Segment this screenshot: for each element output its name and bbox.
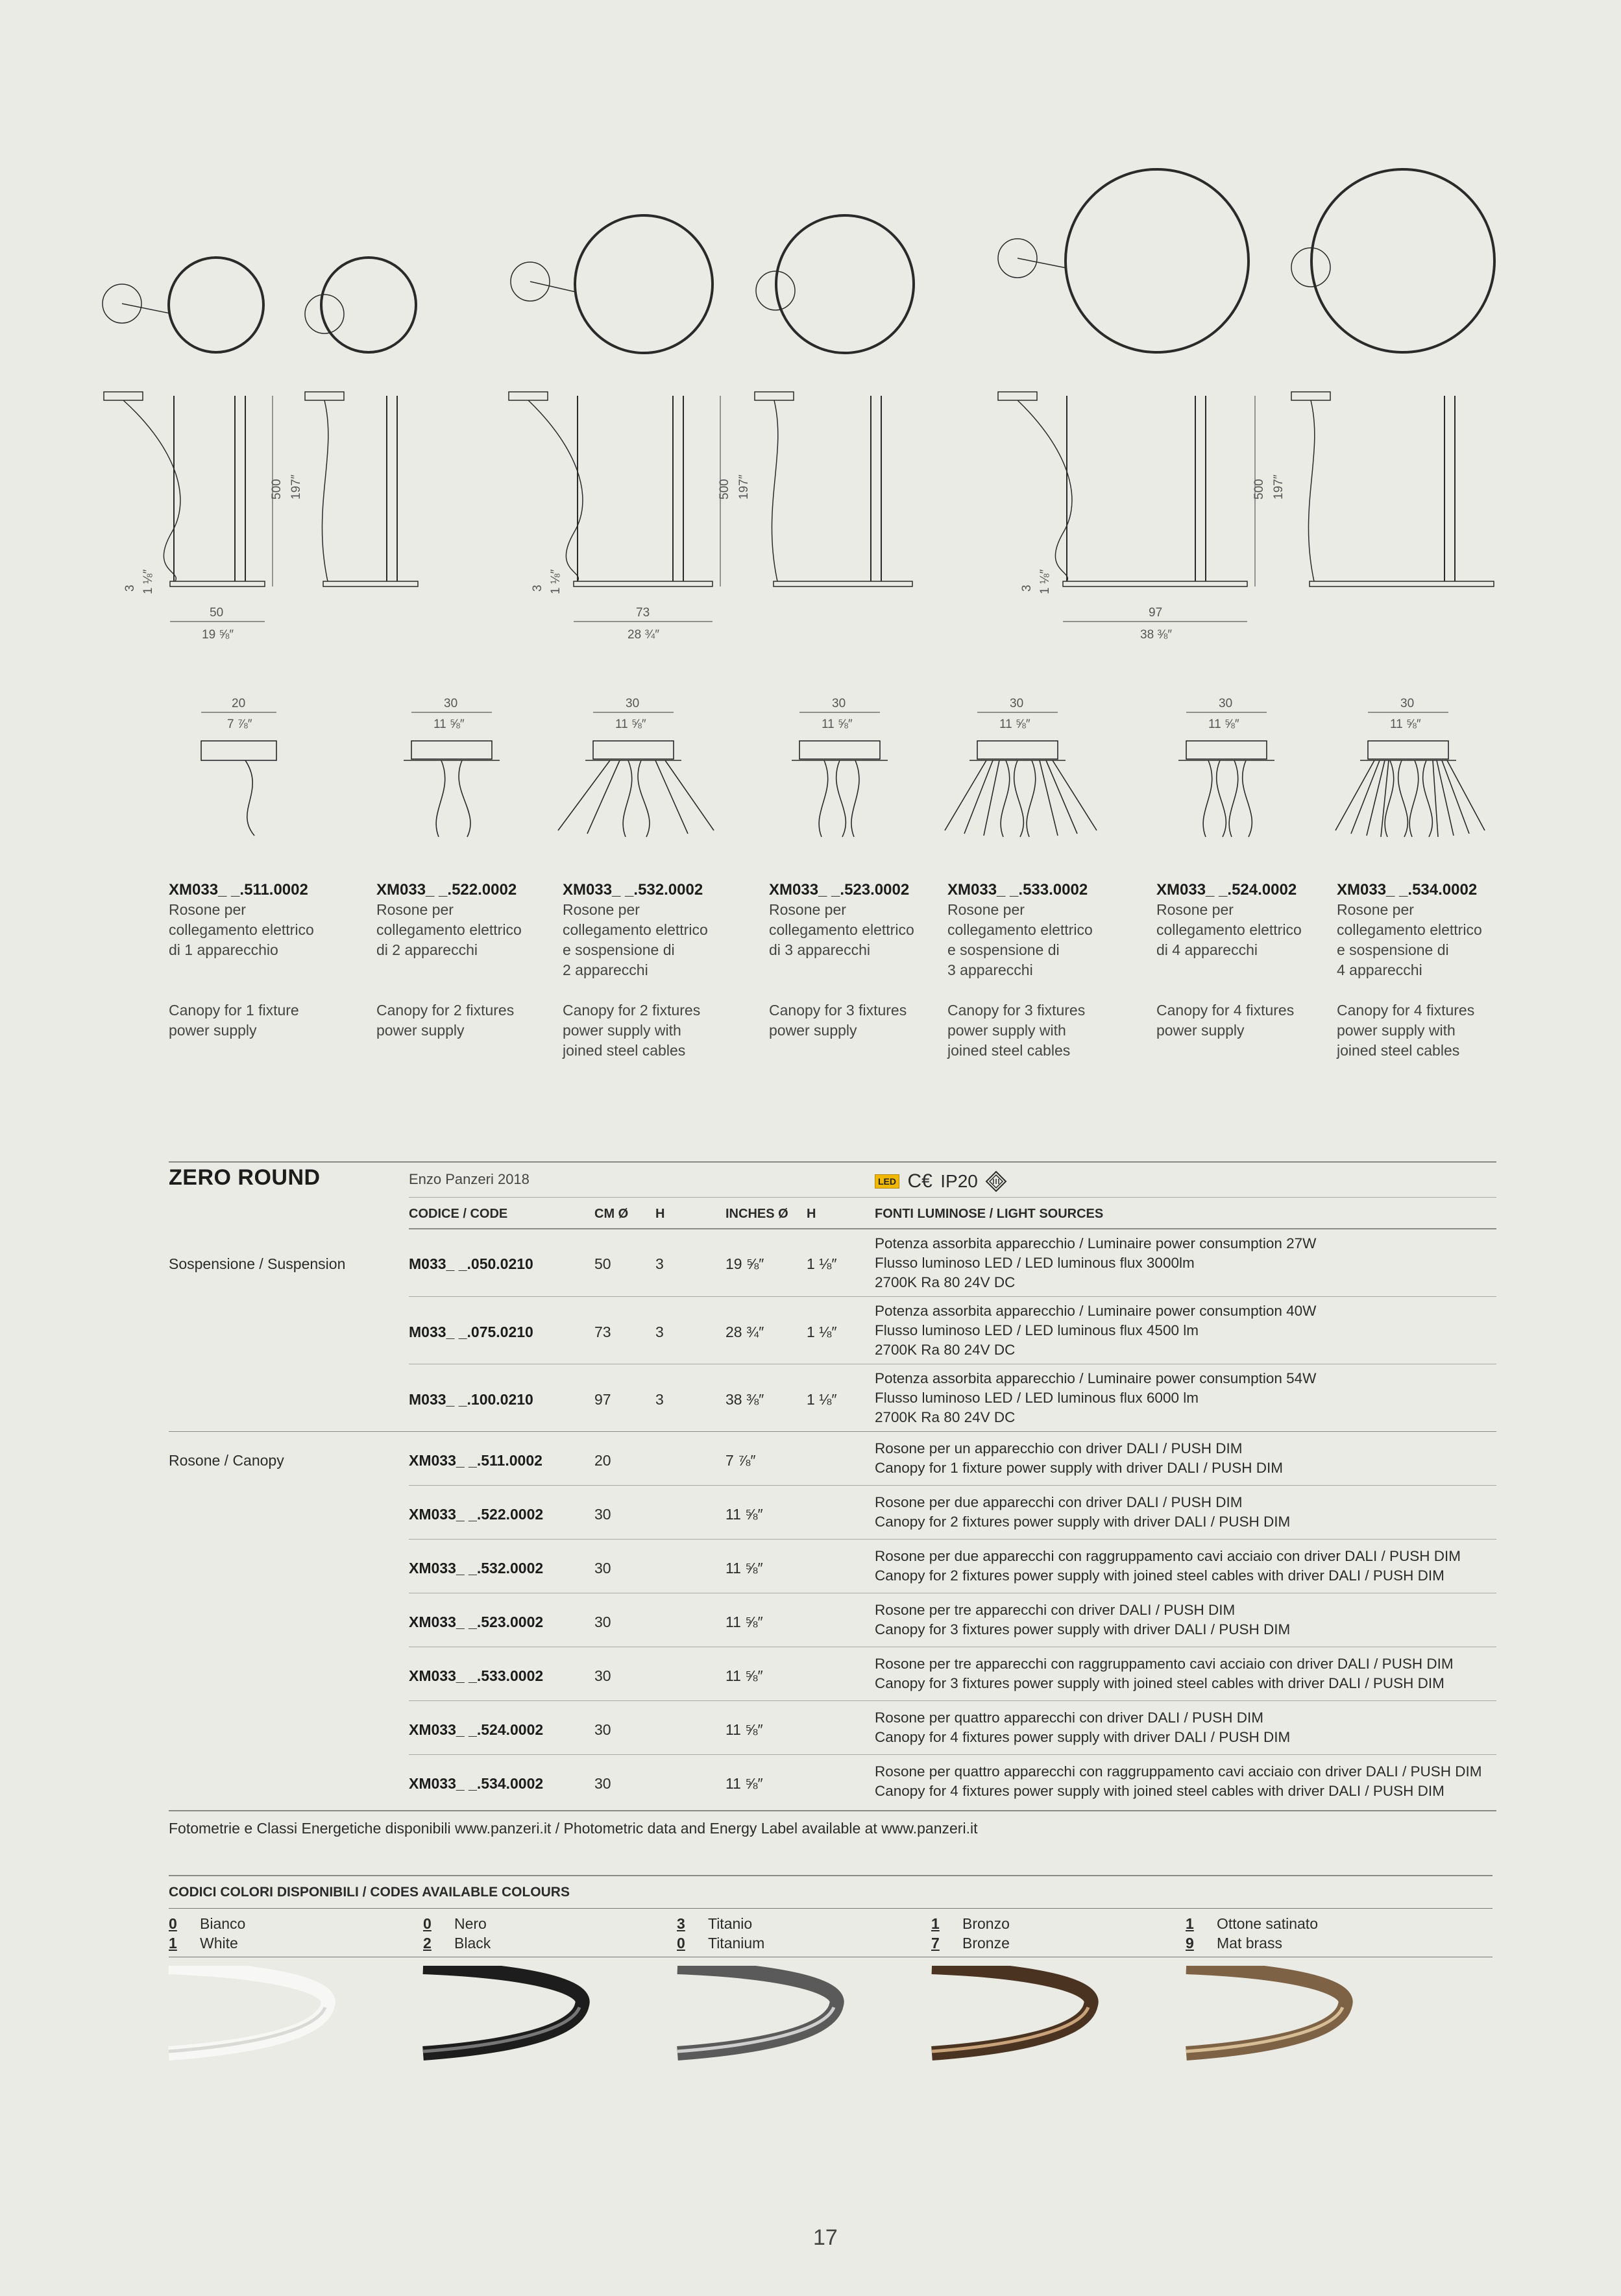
dim-diam-cm: 50	[210, 606, 224, 620]
canopy-code: XM033_ _.534.0002	[1337, 881, 1478, 899]
row-code: XM033_ _.532.0002	[409, 1560, 544, 1577]
canopy-dim-cm: 30	[444, 697, 458, 710]
side-view-group-3	[998, 392, 1494, 586]
colours-top-rule	[169, 1875, 1493, 1876]
desc-line: 2700K Ra 80 24V DC	[875, 1274, 1016, 1290]
dim-height-cm: 500	[1252, 479, 1266, 500]
canopy-code: XM033_ _.524.0002	[1156, 881, 1297, 899]
row-cm: 73	[594, 1323, 611, 1340]
row-cm: 50	[594, 1255, 611, 1272]
colour-ring-4	[1186, 1967, 1346, 2053]
desc-line: Potenza assorbita apparecchio / Luminaire power consumption 40W	[875, 1303, 1317, 1319]
table-bottom-rule	[169, 1810, 1496, 1811]
caption-it-line: di 2 apparecchi	[376, 941, 478, 958]
row-inches: 38 ⅜″	[725, 1391, 764, 1408]
desc-line: Rosone per tre apparecchi con raggruppamento cavi acciaio con driver DALI / PUSH DIM	[875, 1656, 1454, 1672]
colour-ring-0	[169, 1967, 328, 2053]
desc-line: Rosone per quattro apparecchi con raggruppamento cavi acciaio con driver DALI / PUSH DIM	[875, 1763, 1482, 1780]
dim-thick-in: 1 ⅛″	[141, 569, 155, 594]
dim-diam-in: 38 ⅜″	[1140, 628, 1172, 642]
row-inches: 11 ⅝″	[725, 1721, 763, 1738]
caption-it-line: 4 apparecchi	[1337, 961, 1422, 978]
caption-en-line: power supply with	[1337, 1022, 1456, 1039]
technical-drawings	[0, 0, 1621, 863]
row-cm: 97	[594, 1391, 611, 1408]
canopy-dim-cm: 30	[1400, 697, 1415, 710]
row-cm: 30	[594, 1613, 611, 1630]
caption-it-line: di 1 apparecchio	[169, 941, 278, 958]
dim-diam-cm: 97	[1149, 606, 1163, 620]
colour-code: 0 1	[169, 1915, 177, 1952]
header-top-rule	[409, 1197, 1496, 1198]
caption-en-line: Canopy for 2 fixtures	[376, 1002, 515, 1019]
row-cm: 30	[594, 1667, 611, 1684]
designer-credit: Enzo Panzeri 2018	[409, 1171, 530, 1187]
colour-name-en: Black	[454, 1935, 491, 1952]
caption-it-line: collegamento elettrico	[769, 921, 914, 938]
section-label-suspension: Sospensione / Suspension	[169, 1255, 346, 1272]
desc-line: Potenza assorbita apparecchio / Luminaire power consumption 27W	[875, 1235, 1317, 1251]
canopy-dim-in: 11 ⅝″	[999, 718, 1030, 731]
caption-it-line: e sospensione di	[563, 941, 675, 958]
colour-name-en: White	[200, 1935, 238, 1952]
col-header-h: H	[655, 1207, 665, 1221]
led-icon: LED	[875, 1174, 899, 1189]
caption-en-line: Canopy for 3 fixtures	[947, 1002, 1086, 1019]
colour-code: 1 9	[1186, 1915, 1194, 1952]
col-header-h-inches: H	[807, 1207, 816, 1221]
caption-it-line: Rosone per	[1156, 901, 1234, 918]
row-h: 3	[655, 1323, 664, 1340]
colour-name-en: Bronze	[962, 1935, 1010, 1952]
colours-header-rule	[169, 1908, 1493, 1909]
desc-line: Flusso luminoso LED / LED luminous flux 6000 lm	[875, 1390, 1199, 1406]
row-description	[875, 1439, 1498, 1478]
row-description	[875, 1234, 1498, 1292]
caption-en-line: Canopy for 3 fixtures	[769, 1002, 907, 1019]
ring-top-view-73-b	[756, 215, 914, 353]
row-h: 3	[655, 1255, 664, 1272]
side-view-group-1	[104, 392, 418, 586]
caption-it-line: Rosone per	[376, 901, 454, 918]
caption-en-line: Canopy for 4 fixtures	[1337, 1002, 1475, 1019]
caption-it-line: Rosone per	[947, 901, 1025, 918]
row-description	[875, 1762, 1498, 1801]
colour-name-it: Nero	[454, 1915, 487, 1932]
dim-thick-cm: 3	[531, 585, 544, 592]
row-description	[875, 1493, 1498, 1532]
row-rule	[409, 1754, 1496, 1755]
row-inches: 7 ⅞″	[725, 1452, 756, 1469]
caption-it-line: collegamento elettrico	[563, 921, 708, 938]
photometric-footnote: Fotometrie e Classi Energetiche disponibili www.panzeri.it / Photometric data and Energy Label available at www.panzeri.it	[169, 1820, 978, 1837]
desc-line: Canopy for 3 fixtures power supply with joined steel cables with driver DALI / PUSH DIM	[875, 1675, 1444, 1691]
desc-line: Canopy for 4 fixtures power supply with driver DALI / PUSH DIM	[875, 1729, 1291, 1745]
ce-mark-icon: C€	[907, 1170, 932, 1192]
row-code: XM033_ _.522.0002	[409, 1506, 544, 1523]
dim-diam-in: 19 ⅝″	[202, 628, 234, 642]
desc-line: Canopy for 4 fixtures power supply with joined steel cables with driver DALI / PUSH DIM	[875, 1783, 1444, 1799]
caption-it-line: collegamento elettrico	[947, 921, 1093, 938]
caption-en-line: power supply	[169, 1022, 257, 1039]
desc-line: Rosone per due apparecchi con raggruppamento cavi acciaio con driver DALI / PUSH DIM	[875, 1548, 1461, 1564]
colours-title: CODICI COLORI DISPONIBILI / CODES AVAILABLE COLOURS	[169, 1885, 570, 1900]
canopy-caption-523	[769, 880, 944, 1041]
row-description	[875, 1301, 1498, 1360]
dim-height-in: 197″	[1272, 474, 1286, 500]
row-inches: 11 ⅝″	[725, 1775, 763, 1792]
row-inches: 11 ⅝″	[725, 1560, 763, 1577]
row-rule	[409, 1485, 1496, 1486]
row-code: M033_ _.100.0210	[409, 1391, 533, 1408]
colour-name-it: Ottone satinato	[1217, 1915, 1318, 1932]
col-header-cm: CM Ø	[594, 1207, 629, 1221]
desc-line: Canopy for 1 fixture power supply with driver DALI / PUSH DIM	[875, 1460, 1283, 1476]
caption-en-line: power supply	[376, 1022, 465, 1039]
row-rule	[409, 1296, 1496, 1297]
row-h: 3	[655, 1391, 664, 1408]
colour-name-en: Titanium	[708, 1935, 765, 1952]
canopy-dim-cm: 30	[626, 697, 640, 710]
canopy-dim-in: 11 ⅝″	[433, 718, 465, 731]
canopy-dim-in: 11 ⅝″	[615, 718, 646, 731]
canopy-code: XM033_ _.511.0002	[169, 881, 308, 899]
caption-it-line: Rosone per	[1337, 901, 1414, 918]
caption-en-line: joined steel cables	[947, 1042, 1071, 1059]
canopy-dim-in: 7 ⅞″	[227, 718, 252, 731]
colour-code: 0 2	[423, 1915, 432, 1952]
caption-en-line: Canopy for 4 fixtures	[1156, 1002, 1295, 1019]
ring-top-view-97-b	[1291, 169, 1494, 352]
colour-code: 1 7	[931, 1915, 940, 1952]
desc-line: Potenza assorbita apparecchio / Luminaire power consumption 54W	[875, 1370, 1317, 1386]
canopy-dim-cm: 30	[1010, 697, 1024, 710]
caption-it-line: 2 apparecchi	[563, 961, 648, 978]
row-code: M033_ _.050.0210	[409, 1255, 533, 1272]
caption-it-line: collegamento elettrico	[1156, 921, 1302, 938]
cert-badges	[875, 1170, 1008, 1193]
canopy-code: XM033_ _.533.0002	[947, 881, 1088, 899]
canopy-dim-in: 11 ⅝″	[822, 718, 853, 731]
dim-diam-in: 28 ¾″	[628, 628, 659, 642]
row-description	[875, 1654, 1498, 1693]
canopy-caption-534	[1337, 880, 1512, 1061]
caption-it-line: Rosone per	[563, 901, 640, 918]
canopy-code: XM033_ _.523.0002	[769, 881, 910, 899]
row-code: XM033_ _.511.0002	[409, 1452, 542, 1469]
row-inches: 28 ¾″	[725, 1323, 764, 1340]
colour-name-it: Bianco	[200, 1915, 246, 1932]
row-code: XM033_ _.523.0002	[409, 1613, 544, 1630]
canopy-caption-524	[1156, 880, 1332, 1041]
canopy-dim-cm: 20	[232, 697, 246, 710]
desc-line: Rosone per un apparecchio con driver DALI / PUSH DIM	[875, 1440, 1243, 1456]
class-iii-icon	[984, 1170, 1008, 1193]
col-header-light-sources: FONTI LUMINOSE / LIGHT SOURCES	[875, 1207, 1104, 1221]
side-view-group-2	[509, 392, 912, 586]
caption-en-line: power supply	[1156, 1022, 1245, 1039]
caption-en-line: joined steel cables	[1337, 1042, 1460, 1059]
product-title: ZERO ROUND	[169, 1165, 321, 1190]
canopy-dim-in: 11 ⅝″	[1208, 718, 1239, 731]
canopy-caption-533	[947, 880, 1123, 1061]
ring-top-view-73-a	[511, 215, 713, 353]
dim-height-in: 197″	[737, 474, 751, 500]
ring-top-view-97-a	[998, 169, 1249, 352]
canopy-dim-cm: 30	[1219, 697, 1233, 710]
row-inches: 19 ⅝″	[725, 1255, 764, 1272]
row-inches: 11 ⅝″	[725, 1506, 763, 1523]
desc-line: Rosone per due apparecchi con driver DALI / PUSH DIM	[875, 1494, 1243, 1510]
canopy-code: XM033_ _.532.0002	[563, 881, 703, 899]
desc-line: Canopy for 2 fixtures power supply with joined steel cables with driver DALI / PUSH DIM	[875, 1567, 1444, 1584]
dimension-lines	[170, 396, 1255, 622]
page-number: 17	[813, 2225, 838, 2250]
caption-it-line: collegamento elettrico	[169, 921, 314, 938]
canopy-caption-522	[376, 880, 552, 1041]
desc-line: Flusso luminoso LED / LED luminous flux 4500 lm	[875, 1322, 1199, 1338]
section-label-canopy: Rosone / Canopy	[169, 1452, 284, 1469]
caption-it-line: e sospensione di	[1337, 941, 1449, 958]
colour-name-it: Titanio	[708, 1915, 753, 1932]
row-description	[875, 1708, 1498, 1747]
dim-height-in: 197″	[289, 474, 303, 500]
row-rule	[409, 1700, 1496, 1701]
colour-ring-2	[677, 1967, 837, 2053]
ring-top-view-50-a	[103, 258, 263, 352]
row-description	[875, 1547, 1498, 1586]
dim-height-cm: 500	[718, 479, 731, 500]
caption-en-line: power supply	[769, 1022, 857, 1039]
row-cm: 30	[594, 1506, 611, 1523]
colour-ring-1	[423, 1967, 583, 2053]
caption-en-line: power supply with	[563, 1022, 681, 1039]
row-code: M033_ _.075.0210	[409, 1323, 533, 1340]
dim-diam-cm: 73	[636, 606, 650, 620]
section-rule	[169, 1431, 1496, 1432]
row-code: XM033_ _.534.0002	[409, 1775, 544, 1792]
col-header-code: CODICE / CODE	[409, 1207, 508, 1221]
row-cm: 30	[594, 1721, 611, 1738]
canopy-code: XM033_ _.522.0002	[376, 881, 517, 899]
caption-it-line: 3 apparecchi	[947, 961, 1033, 978]
caption-en-line: joined steel cables	[563, 1042, 686, 1059]
colour-ring-images	[165, 1966, 1502, 2063]
row-inches: 11 ⅝″	[725, 1613, 763, 1630]
desc-line: Canopy for 2 fixtures power supply with driver DALI / PUSH DIM	[875, 1514, 1291, 1530]
desc-line: Rosone per tre apparecchi con driver DALI / PUSH DIM	[875, 1602, 1236, 1618]
ip-rating: IP20	[940, 1171, 978, 1191]
caption-it-line: Rosone per	[169, 901, 246, 918]
caption-it-line: collegamento elettrico	[376, 921, 522, 938]
colour-name-it: Bronzo	[962, 1915, 1010, 1932]
dim-thick-in: 1 ⅛″	[1038, 569, 1052, 594]
row-h-inches: 1 ⅛″	[807, 1255, 837, 1272]
desc-line: Canopy for 3 fixtures power supply with driver DALI / PUSH DIM	[875, 1621, 1291, 1637]
row-code: XM033_ _.533.0002	[409, 1667, 544, 1684]
col-header-inches: INCHES Ø	[725, 1207, 788, 1221]
row-rule	[409, 1539, 1496, 1540]
caption-it-line: collegamento elettrico	[1337, 921, 1482, 938]
desc-line: Flusso luminoso LED / LED luminous flux 3000lm	[875, 1255, 1195, 1271]
canopy-caption-511	[169, 880, 344, 1041]
caption-it-line: e sospensione di	[947, 941, 1060, 958]
caption-en-line: power supply with	[947, 1022, 1066, 1039]
colour-code: 3 0	[677, 1915, 685, 1952]
row-cm: 30	[594, 1560, 611, 1577]
desc-line: Rosone per quattro apparecchi con driver DALI / PUSH DIM	[875, 1710, 1264, 1726]
caption-it-line: Rosone per	[769, 901, 846, 918]
row-cm: 20	[594, 1452, 611, 1469]
dim-thick-cm: 3	[1020, 585, 1034, 592]
colour-name-en: Mat brass	[1217, 1935, 1282, 1952]
caption-en-line: Canopy for 1 fixture	[169, 1002, 299, 1019]
caption-it-line: di 4 apparecchi	[1156, 941, 1258, 958]
canopy-caption-532	[563, 880, 738, 1061]
canopy-dim-in: 11 ⅝″	[1390, 718, 1421, 731]
colour-ring-3	[932, 1967, 1091, 2053]
caption-it-line: di 3 apparecchi	[769, 941, 870, 958]
dim-thick-in: 1 ⅛″	[549, 569, 563, 594]
row-h-inches: 1 ⅛″	[807, 1391, 837, 1408]
ring-top-view-50-b	[305, 258, 416, 352]
desc-line: 2700K Ra 80 24V DC	[875, 1342, 1016, 1358]
row-description	[875, 1601, 1498, 1639]
header-bottom-rule	[409, 1228, 1496, 1229]
row-h-inches: 1 ⅛″	[807, 1323, 837, 1340]
caption-en-line: Canopy for 2 fixtures	[563, 1002, 701, 1019]
row-cm: 30	[594, 1775, 611, 1792]
canopy-dim-cm: 30	[832, 697, 846, 710]
row-description	[875, 1369, 1498, 1427]
table-top-rule	[169, 1161, 1496, 1163]
row-inches: 11 ⅝″	[725, 1667, 763, 1684]
dim-thick-cm: 3	[123, 585, 137, 592]
desc-line: 2700K Ra 80 24V DC	[875, 1409, 1016, 1425]
row-code: XM033_ _.524.0002	[409, 1721, 544, 1738]
dim-height-cm: 500	[270, 479, 284, 500]
